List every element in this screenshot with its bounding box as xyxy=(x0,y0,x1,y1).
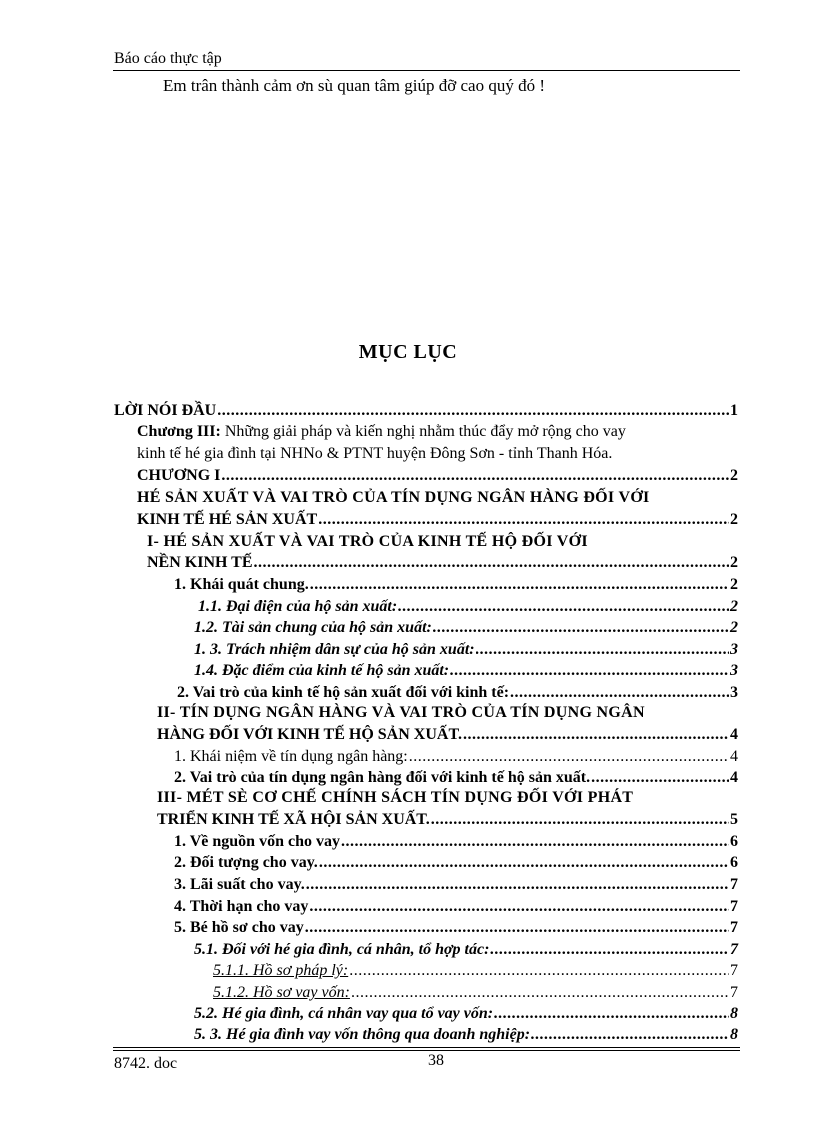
toc-section-i-line2[interactable]: NỀN KINH TẾ ..... 2 xyxy=(147,552,738,573)
toc-section-iii-line2[interactable]: TRIỂN KINH TẾ XÃ HỘI SẢN XUẤT. ..... 5 xyxy=(157,809,738,830)
toc-entry-iii2[interactable]: 2. Đối tượng cho vay. ..... 6 xyxy=(174,852,738,873)
toc-title: MỤC LỤC xyxy=(358,341,458,363)
toc-section-ii-line2[interactable]: HÀNG ĐỐI VỚI KINH TẾ HỘ SẢN XUẤT. ..... 4 xyxy=(157,724,738,745)
header-title: Báo cáo thực tập xyxy=(114,50,222,67)
toc-chapter-title-line2[interactable]: KINH TẾ HÉ SẢN XUẤT ..... 2 xyxy=(137,509,738,530)
toc-entry-iii53[interactable]: 5. 3. Hé gia đình vay vốn thông qua doanh nghiệp: ..... 8 xyxy=(194,1024,738,1045)
toc-note-chuong-iii: Chương III: Những giải pháp và kiến nghị nhằm thúc đẩy mở rộng cho vay xyxy=(137,423,626,440)
toc-entry-i2[interactable]: 2. Vai trò của kinh tế hộ sản xuất đối với kinh tế: ..... 3 xyxy=(177,682,738,703)
toc-entry-ii2[interactable]: 2. Vai trò của tín dụng ngân hàng đối với kinh tế hộ sản xuất. ..... 4 xyxy=(174,767,738,788)
footer-rule xyxy=(113,1047,740,1048)
toc-entry-i13[interactable]: 1. 3. Trách nhiệm dân sự của hộ sản xuất: ..... 3 xyxy=(194,639,738,660)
toc-section-ii-line1: II- TÍN DỤNG NGÂN HÀNG VÀ VAI TRÒ CỦA TÍN DỤNG NGÂN xyxy=(157,704,645,721)
toc-note-chuong-iii-line2: kinh tế hé gia đình tại NHNo & PTNT huyện Đông Sơn - tỉnh Thanh Hóa. xyxy=(137,445,613,462)
toc-entry-loi-noi-dau[interactable]: LỜI NÓI ĐẦU ..... 1 xyxy=(114,400,738,421)
toc-section-i-line1: I- HÉ SẢN XUẤT VÀ VAI TRÒ CỦA KINH TẾ HỘ ĐỐI VỚI xyxy=(147,533,588,550)
toc-entry-iii1[interactable]: 1. Về nguồn vốn cho vay ..... 6 xyxy=(174,831,738,852)
toc-entry-iii5[interactable]: 5. Bé hồ sơ cho vay ..... 7 xyxy=(174,917,738,938)
toc-entry-iii3[interactable]: 3. Lãi suất cho vay. ..... 7 xyxy=(174,874,738,895)
toc-entry-ii1[interactable]: 1. Khái niệm về tín dụng ngân hàng: ..... 4 xyxy=(174,746,738,767)
toc-entry-iii512[interactable]: 5.1.2. Hồ sơ vay vốn: ..... 7 xyxy=(213,982,738,1003)
toc-entry-i1[interactable]: 1. Khái quát chung. ..... 2 xyxy=(174,574,738,595)
footer-filename: 8742. doc xyxy=(114,1055,178,1072)
thanks-line: Em trân thành cảm ơn sù quan tâm giúp đỡ cao quý đó ! xyxy=(163,76,545,95)
toc-entry-iii52[interactable]: 5.2. Hé gia đình, cá nhân vay qua tổ vay vốn: ..... 8 xyxy=(194,1003,738,1024)
toc-chapter-title-line1: HÉ SẢN XUẤT VÀ VAI TRÒ CỦA TÍN DỤNG NGÂN HÀNG ĐỐI VỚI xyxy=(137,489,650,506)
toc-entry-iii511[interactable]: 5.1.1. Hồ sơ pháp lý: ..... 7 xyxy=(213,960,738,981)
toc-entry-i14[interactable]: 1.4. Đặc điểm của kinh tế hộ sản xuất: ..... 3 xyxy=(194,660,738,681)
toc-entry-i12[interactable]: 1.2. Tài sản chung của hộ sản xuất: ..... 2 xyxy=(194,617,738,638)
footer-rule-double xyxy=(113,1050,740,1051)
toc-entry-iii51[interactable]: 5.1. Đối với hé gia đình, cá nhân, tổ hợp tác: ..... 7 xyxy=(194,939,738,960)
header-rule xyxy=(113,70,740,71)
footer-page-number: 38 xyxy=(428,1052,444,1069)
toc-entry-i11[interactable]: 1.1. Đại điện của hộ sản xuất: ..... 2 xyxy=(198,596,738,617)
toc-section-iii-line1: III- MÉT SÈ CƠ CHẾ CHÍNH SÁCH TÍN DỤNG ĐỐI VỚI PHÁT xyxy=(157,789,634,806)
toc-entry-chuong-i[interactable]: CHƯƠNG I ..... 2 xyxy=(137,465,738,486)
toc-entry-iii4[interactable]: 4. Thời hạn cho vay ..... 7 xyxy=(174,896,738,917)
